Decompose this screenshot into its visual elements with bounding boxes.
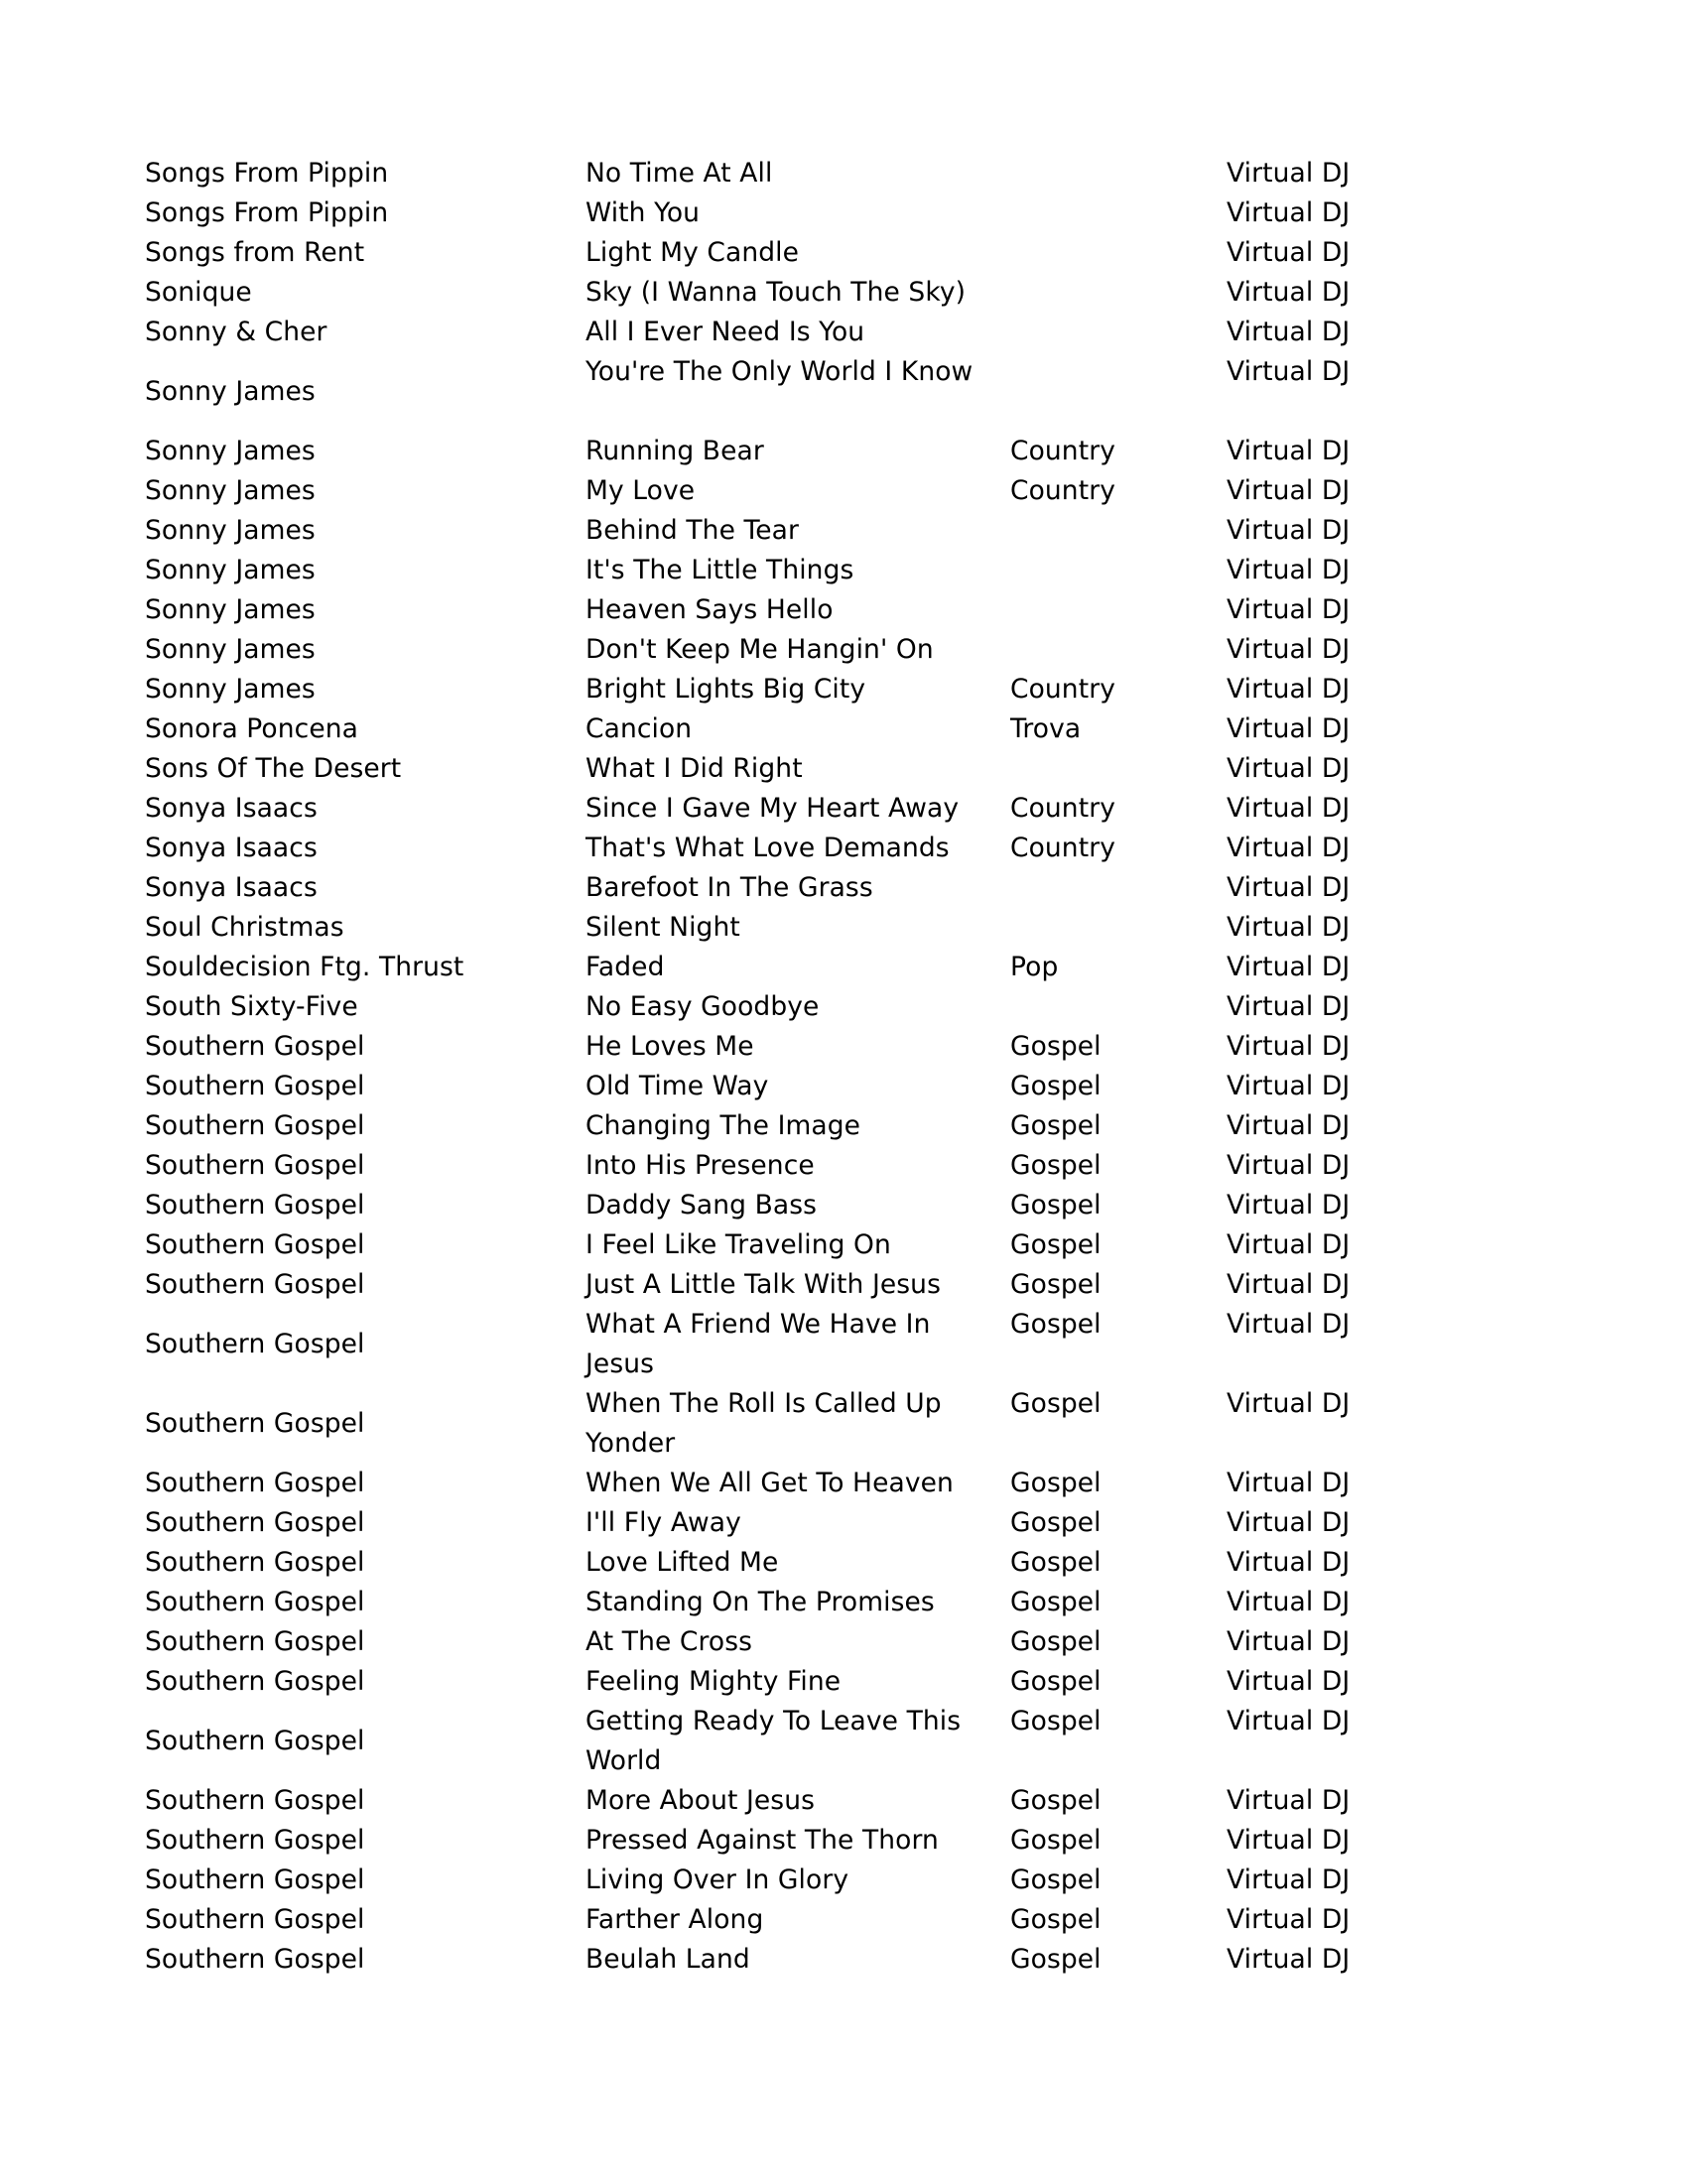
title-cell: No Time At All (585, 158, 773, 189)
source-cell: Virtual DJ (1227, 594, 1351, 625)
artist-cell: Southern Gospel (145, 1329, 365, 1359)
title-cell: Love Lifted Me (585, 1547, 779, 1578)
title-cell: Into His Presence (585, 1150, 815, 1181)
title-cell: Sky (I Wanna Touch The Sky) (585, 277, 967, 308)
source-cell: Virtual DJ (1227, 713, 1351, 744)
artist-cell: Sonora Poncena (145, 713, 358, 744)
source-cell: Virtual DJ (1227, 912, 1351, 943)
genre-cell: Pop (1010, 952, 1059, 982)
title-cell: With You (585, 197, 701, 228)
source-cell: Virtual DJ (1227, 1468, 1351, 1498)
artist-cell: Sonny James (145, 515, 316, 546)
title-cell: Just A Little Talk With Jesus (585, 1269, 941, 1300)
source-cell: Virtual DJ (1227, 1547, 1351, 1578)
title-cell: Old Time Way (585, 1071, 769, 1101)
artist-cell: Sonya Isaacs (145, 793, 318, 824)
title-cell: Light My Candle (585, 237, 800, 268)
source-cell: Virtual DJ (1227, 1587, 1351, 1617)
source-cell: Virtual DJ (1227, 1031, 1351, 1062)
artist-cell: Souldecision Ftg. Thrust (145, 952, 464, 982)
title-cell: Changing The Image (585, 1110, 861, 1141)
genre-cell: Gospel (1010, 1547, 1102, 1578)
source-cell: Virtual DJ (1227, 356, 1351, 387)
title-cell: Standing On The Promises (585, 1587, 935, 1617)
genre-cell: Country (1010, 475, 1115, 506)
title-cell: Feeling Mighty Fine (585, 1666, 842, 1697)
title-cell: Barefoot In The Grass (585, 872, 873, 903)
artist-cell: Soul Christmas (145, 912, 344, 943)
title-cell: That's What Love Demands (585, 833, 950, 863)
source-cell: Virtual DJ (1227, 1507, 1351, 1538)
genre-cell: Gospel (1010, 1110, 1102, 1141)
artist-cell: Southern Gospel (145, 1547, 365, 1578)
title-cell: At The Cross (585, 1626, 753, 1657)
source-cell: Virtual DJ (1227, 833, 1351, 863)
genre-cell: Gospel (1010, 1706, 1102, 1736)
source-cell: Virtual DJ (1227, 237, 1351, 268)
artist-cell: Sons Of The Desert (145, 753, 402, 784)
source-cell: Virtual DJ (1227, 634, 1351, 665)
source-cell: Virtual DJ (1227, 1309, 1351, 1340)
artist-cell: Southern Gospel (145, 1071, 365, 1101)
artist-cell: Sonny James (145, 674, 316, 705)
artist-cell: Southern Gospel (145, 1269, 365, 1300)
artist-cell: Southern Gospel (145, 1507, 365, 1538)
title-cell: More About Jesus (585, 1785, 816, 1816)
genre-cell: Gospel (1010, 1031, 1102, 1062)
source-cell: Virtual DJ (1227, 1229, 1351, 1260)
source-cell: Virtual DJ (1227, 475, 1351, 506)
title-cell: Farther Along (585, 1904, 764, 1935)
artist-cell: Songs From Pippin (145, 197, 389, 228)
artist-cell: Sonny James (145, 376, 316, 407)
source-cell: Virtual DJ (1227, 555, 1351, 585)
artist-cell: Southern Gospel (145, 1825, 365, 1856)
genre-cell: Gospel (1010, 1190, 1102, 1220)
source-cell: Virtual DJ (1227, 753, 1351, 784)
genre-cell: Gospel (1010, 1388, 1102, 1419)
artist-cell: Sonny James (145, 555, 316, 585)
source-cell: Virtual DJ (1227, 1626, 1351, 1657)
genre-cell: Country (1010, 674, 1115, 705)
genre-cell: Gospel (1010, 1071, 1102, 1101)
source-cell: Virtual DJ (1227, 1071, 1351, 1101)
artist-cell: Southern Gospel (145, 1626, 365, 1657)
artist-cell: Sonny James (145, 475, 316, 506)
title-cell: Cancion (585, 713, 693, 744)
artist-cell: Sonique (145, 277, 252, 308)
source-cell: Virtual DJ (1227, 952, 1351, 982)
genre-cell: Gospel (1010, 1468, 1102, 1498)
title-cell: No Easy Goodbye (585, 991, 820, 1022)
artist-cell: Southern Gospel (145, 1110, 365, 1141)
genre-cell: Gospel (1010, 1864, 1102, 1895)
title-cell: Heaven Says Hello (585, 594, 834, 625)
artist-cell: Sonya Isaacs (145, 872, 318, 903)
title-cell: Beulah Land (585, 1944, 750, 1975)
title-cell: Since I Gave My Heart Away (585, 793, 960, 824)
title-cell: Living Over In Glory (585, 1864, 849, 1895)
artist-cell: Sonny & Cher (145, 317, 327, 347)
artist-cell: Southern Gospel (145, 1190, 365, 1220)
genre-cell: Gospel (1010, 1904, 1102, 1935)
genre-cell: Gospel (1010, 1229, 1102, 1260)
source-cell: Virtual DJ (1227, 1110, 1351, 1141)
artist-cell: Songs From Pippin (145, 158, 389, 189)
genre-cell: Gospel (1010, 1587, 1102, 1617)
title-cell: Behind The Tear (585, 515, 800, 546)
artist-cell: Sonny James (145, 594, 316, 625)
artist-cell: Southern Gospel (145, 1150, 365, 1181)
title-cell: Pressed Against The Thorn (585, 1825, 939, 1856)
source-cell: Virtual DJ (1227, 1269, 1351, 1300)
title-cell: You're The Only World I Know (585, 356, 973, 387)
genre-cell: Trova (1010, 713, 1082, 744)
source-cell: Virtual DJ (1227, 1388, 1351, 1419)
source-cell: Virtual DJ (1227, 1825, 1351, 1856)
artist-cell: Southern Gospel (145, 1785, 365, 1816)
title-cell: What A Friend We Have In Jesus (585, 1309, 931, 1379)
title-cell: When The Roll Is Called Up Yonder (585, 1388, 942, 1459)
artist-cell: Southern Gospel (145, 1904, 365, 1935)
source-cell: Virtual DJ (1227, 1904, 1351, 1935)
artist-cell: Southern Gospel (145, 1726, 365, 1756)
title-cell: It's The Little Things (585, 555, 854, 585)
genre-cell: Gospel (1010, 1309, 1102, 1340)
title-cell: Don't Keep Me Hangin' On (585, 634, 934, 665)
artist-cell: Sonny James (145, 634, 316, 665)
artist-cell: Southern Gospel (145, 1944, 365, 1975)
source-cell: Virtual DJ (1227, 1666, 1351, 1697)
artist-cell: Southern Gospel (145, 1408, 365, 1439)
genre-cell: Gospel (1010, 1666, 1102, 1697)
title-cell: What I Did Right (585, 753, 803, 784)
artist-cell: Southern Gospel (145, 1031, 365, 1062)
source-cell: Virtual DJ (1227, 1785, 1351, 1816)
genre-cell: Gospel (1010, 1507, 1102, 1538)
title-cell: My Love (585, 475, 696, 506)
artist-cell: Southern Gospel (145, 1864, 365, 1895)
genre-cell: Country (1010, 793, 1115, 824)
source-cell: Virtual DJ (1227, 277, 1351, 308)
title-cell: When We All Get To Heaven (585, 1468, 954, 1498)
title-cell: Daddy Sang Bass (585, 1190, 818, 1220)
artist-cell: Southern Gospel (145, 1468, 365, 1498)
source-cell: Virtual DJ (1227, 872, 1351, 903)
source-cell: Virtual DJ (1227, 436, 1351, 466)
source-cell: Virtual DJ (1227, 317, 1351, 347)
title-cell: Getting Ready To Leave This World (585, 1706, 962, 1776)
source-cell: Virtual DJ (1227, 1706, 1351, 1736)
genre-cell: Gospel (1010, 1825, 1102, 1856)
title-cell: Bright Lights Big City (585, 674, 866, 705)
genre-cell: Gospel (1010, 1626, 1102, 1657)
genre-cell: Country (1010, 833, 1115, 863)
source-cell: Virtual DJ (1227, 197, 1351, 228)
genre-cell: Gospel (1010, 1785, 1102, 1816)
source-cell: Virtual DJ (1227, 793, 1351, 824)
source-cell: Virtual DJ (1227, 991, 1351, 1022)
source-cell: Virtual DJ (1227, 158, 1351, 189)
artist-cell: Songs from Rent (145, 237, 365, 268)
source-cell: Virtual DJ (1227, 1190, 1351, 1220)
genre-cell: Gospel (1010, 1150, 1102, 1181)
artist-cell: Southern Gospel (145, 1229, 365, 1260)
genre-cell: Gospel (1010, 1269, 1102, 1300)
title-cell: Silent Night (585, 912, 740, 943)
artist-cell: South Sixty-Five (145, 991, 358, 1022)
title-cell: All I Ever Need Is You (585, 317, 865, 347)
source-cell: Virtual DJ (1227, 1944, 1351, 1975)
source-cell: Virtual DJ (1227, 1864, 1351, 1895)
genre-cell: Country (1010, 436, 1115, 466)
artist-cell: Sonya Isaacs (145, 833, 318, 863)
title-cell: Running Bear (585, 436, 764, 466)
artist-cell: Sonny James (145, 436, 316, 466)
title-cell: I'll Fly Away (585, 1507, 741, 1538)
source-cell: Virtual DJ (1227, 674, 1351, 705)
title-cell: He Loves Me (585, 1031, 754, 1062)
title-cell: I Feel Like Traveling On (585, 1229, 891, 1260)
genre-cell: Gospel (1010, 1944, 1102, 1975)
artist-cell: Southern Gospel (145, 1666, 365, 1697)
title-cell: Faded (585, 952, 665, 982)
artist-cell: Southern Gospel (145, 1587, 365, 1617)
source-cell: Virtual DJ (1227, 1150, 1351, 1181)
source-cell: Virtual DJ (1227, 515, 1351, 546)
